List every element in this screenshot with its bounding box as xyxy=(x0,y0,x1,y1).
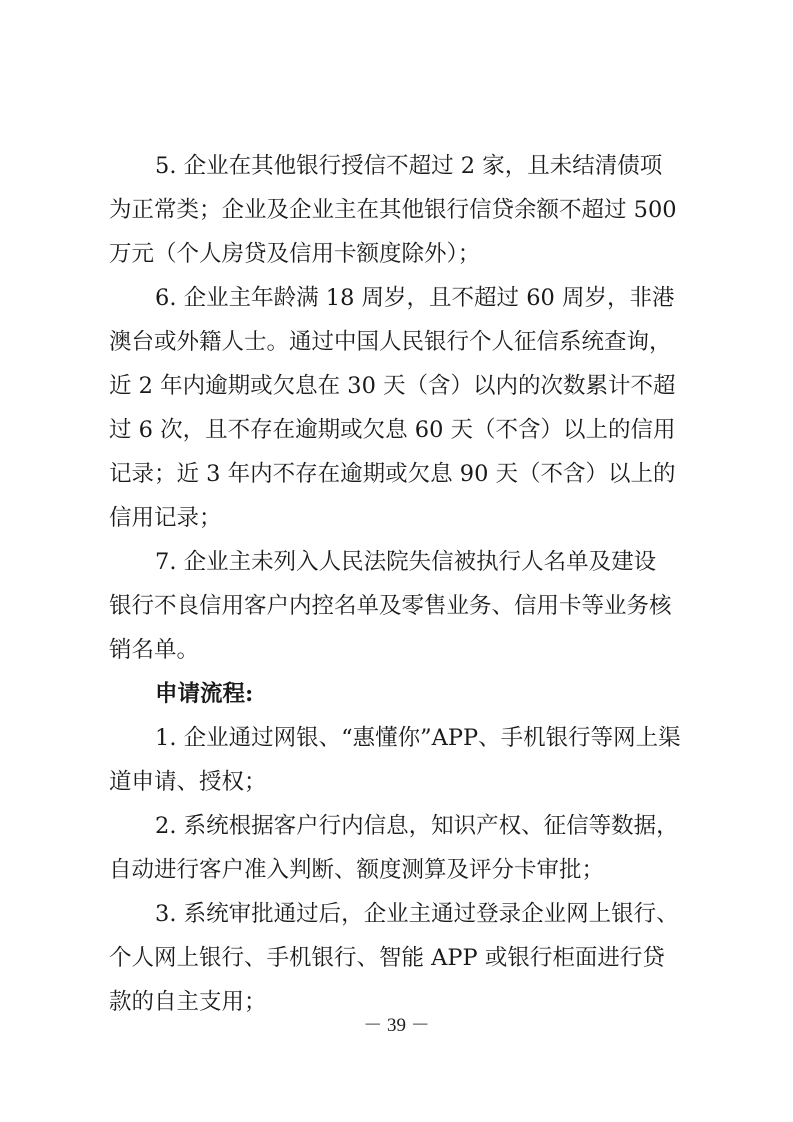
paragraph-line xyxy=(0,364,793,408)
line-text: 近 2 年内逾期或欠息在 30 天（含）以内的次数累计不超 xyxy=(109,373,676,399)
paragraph-line xyxy=(0,496,793,540)
paragraph-line xyxy=(0,188,793,232)
paragraph-line xyxy=(0,320,793,364)
line-text: 7. 企业主未列入人民法院失信被执行人名单及建设 xyxy=(155,549,657,575)
line-text: 为正常类；企业及企业主在其他银行信贷余额不超过 500 xyxy=(109,197,677,223)
paragraph-line xyxy=(0,848,793,892)
line-text: 记录；近 3 年内不存在逾期或欠息 90 天（不含）以上的 xyxy=(109,461,676,487)
line-text: 澳台或外籍人士。通过中国人民银行个人征信系统查询， xyxy=(109,329,672,355)
paragraph-line xyxy=(0,276,793,320)
line-text: 个人网上银行、手机银行、智能 APP 或银行柜面进行贷 xyxy=(109,945,665,971)
line-text: 信用记录； xyxy=(109,505,222,531)
paragraph-line xyxy=(0,936,793,980)
paragraph-line xyxy=(0,540,793,584)
paragraph-line xyxy=(0,804,793,848)
paragraph-line xyxy=(0,452,793,496)
paragraph-line xyxy=(0,892,793,936)
line-text: 自动进行客户准入判断、额度测算及评分卡审批； xyxy=(109,857,605,883)
paragraph-line xyxy=(0,232,793,276)
paragraph-line xyxy=(0,408,793,452)
line-text: 银行不良信用客户内控名单及零售业务、信用卡等业务核 xyxy=(109,593,672,619)
section-heading xyxy=(0,672,793,716)
line-text: 6. 企业主年龄满 18 周岁，且不超过 60 周岁，非港 xyxy=(155,285,675,311)
line-text: 道申请、授权； xyxy=(109,769,267,795)
line-text: 款的自主支用； xyxy=(109,989,267,1015)
paragraph-line xyxy=(0,628,793,672)
paragraph-line xyxy=(0,144,793,188)
heading-text: 申请流程: xyxy=(155,681,254,707)
paragraph-line xyxy=(0,760,793,804)
line-text: 过 6 次，且不存在逾期或欠息 60 天（不含）以上的信用 xyxy=(109,417,676,443)
line-text: 3. 系统审批通过后，企业主通过登录企业网上银行、 xyxy=(155,901,679,927)
paragraph-line xyxy=(0,584,793,628)
line-text: 万元（个人房贷及信用卡额度除外）； xyxy=(109,241,481,267)
line-text: 1. 企业通过网银、“惠懂你”APP、手机银行等网上渠 xyxy=(155,725,681,751)
line-text: 销名单。 xyxy=(109,637,200,663)
line-text: 5. 企业在其他银行授信不超过 2 家，且未结清债项 xyxy=(155,153,663,179)
line-text: 2. 系统根据客户行内信息，知识产权、征信等数据， xyxy=(155,813,679,839)
page-number: － 39 － xyxy=(363,1015,430,1036)
paragraph-line xyxy=(0,716,793,760)
